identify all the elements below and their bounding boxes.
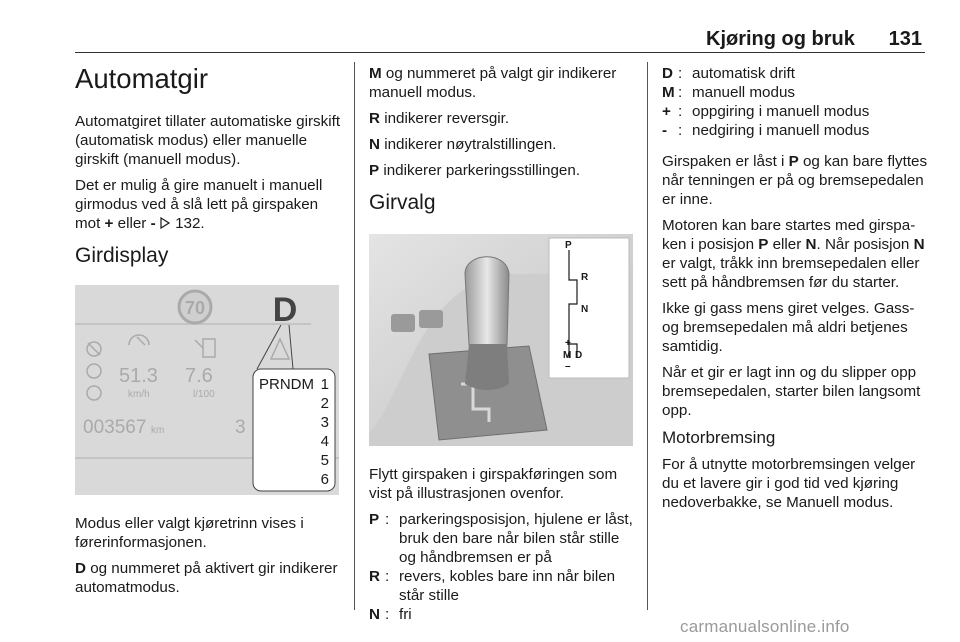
subheading-girvalg: Girvalg	[369, 191, 436, 214]
paragraph: Når et gir er lagt inn og du slipper opp bremsepedalen, starter bilen langsomt opp.	[662, 364, 921, 419]
callout-number: 5	[320, 452, 329, 469]
definition-row: + : oppgiring i manuell modus	[662, 103, 870, 120]
definition-row: D : automatisk drift	[662, 65, 795, 82]
watermark: carmanualsonline.info	[680, 617, 850, 636]
svg-text:M: M	[563, 350, 572, 361]
paragraph: D og nummeret på aktivert gir indikerer automatmodus.	[75, 560, 338, 596]
column-2	[369, 64, 637, 631]
column-1	[75, 60, 347, 604]
callout-gear-letters: PRNDM	[259, 376, 314, 393]
paragraph: For å utnytte motorbremsingen velger du et lavere gir i god tid ved kjøring nedoverbakke, se Manuell modus.	[662, 456, 916, 511]
odometer-unit: km	[151, 425, 165, 436]
gate-diagram-panel	[549, 238, 629, 378]
speed-reading: 51.3	[119, 365, 158, 387]
callout-number: 2	[320, 395, 329, 412]
page-reference-icon	[160, 217, 171, 229]
gear-display-illustration	[75, 285, 339, 495]
paragraph: Girspaken er låst i P og kan bare flyttes når tenningen er på og bremsepedalen er inne.	[662, 153, 928, 208]
figure-caption: Flytt girspaken i girspakføringen som vist på illustrasjonen ovenfor.	[369, 466, 618, 502]
paragraph: Modus eller valgt kjøretrinn vises i førerinformasjonen.	[75, 515, 304, 551]
svg-text:R: R	[581, 272, 589, 283]
section-heading-automatgir: Automatgir	[75, 63, 208, 94]
paragraph: N indikerer nøytralstillingen.	[369, 136, 557, 153]
paragraph: M og nummeret på valgt gir indikerer manuell modus.	[369, 65, 617, 101]
definition-row: - : nedgiring i manuell modus	[662, 122, 870, 139]
trip-digit: 3	[235, 417, 246, 438]
consumption-unit: l/100	[193, 389, 215, 400]
callout-number: 1	[320, 376, 329, 393]
consumption-reading: 7.6	[185, 365, 213, 387]
gear-lever-boot	[465, 344, 509, 390]
svg-text:D: D	[575, 350, 583, 361]
gear-lever-knob	[465, 257, 509, 355]
definition-row: M : manuell modus	[662, 84, 795, 101]
current-gear-large: D	[272, 291, 298, 329]
callout-number: 6	[320, 471, 329, 488]
running-title: Kjøring og bruk	[706, 28, 855, 50]
console-button	[391, 314, 415, 332]
header-rule	[75, 52, 925, 53]
svg-text:+: +	[565, 338, 571, 349]
paragraph: Det er mulig å gire manuelt i manuell girmodus ved å slå lett på girspaken mot + eller - 132.	[75, 177, 323, 232]
paragraph: Motoren kan bare startes med girspaken i posisjon P eller N. Når posisjon N er valgt, tråkk inn bremsepedalen eller sett på håndbremsen før du starter.	[662, 217, 925, 291]
definition-row: R : revers, kobles bare inn når bilen står stille	[369, 568, 616, 604]
paragraph: R indikerer reversgir.	[369, 110, 510, 127]
callout-number: 3	[320, 414, 329, 431]
column-divider-2	[647, 62, 648, 610]
speed-unit: km/h	[128, 389, 150, 400]
svg-text:–: –	[565, 361, 571, 372]
page-reference-link[interactable]: 132.	[170, 215, 205, 232]
odometer-reading: 003567	[83, 417, 147, 438]
column-3	[662, 64, 928, 519]
definition-row: N : fri	[369, 606, 412, 623]
column-divider-1	[354, 62, 355, 610]
paragraph: P indikerer parkeringsstillingen.	[369, 162, 581, 179]
subheading-motorbremsing: Motorbremsing	[662, 428, 776, 447]
gear-selector-illustration	[369, 234, 633, 446]
console-button	[419, 310, 443, 328]
page-number: 131	[888, 28, 922, 50]
paragraph: Ikke gi gass mens giret velges. Gass- og bremsepedalen må aldri betjenes samtidig.	[662, 300, 915, 355]
speed-limit-value: 70	[184, 298, 206, 318]
svg-text:N: N	[581, 304, 589, 315]
paragraph: Automatgiret tillater automatiske girskift (automatisk modus) eller manuelle girskift (manuell modus).	[75, 113, 341, 168]
definition-row: P : parkeringsposisjon, hjulene er låst, bruk den bare når bilen står stille og håndbremsen er på	[369, 511, 633, 566]
callout-number: 4	[320, 433, 329, 450]
mode-definition-list	[662, 64, 928, 140]
subheading-girdisplay: Girdisplay	[75, 244, 169, 267]
svg-text:P: P	[565, 240, 572, 251]
gear-definition-list	[369, 510, 637, 624]
